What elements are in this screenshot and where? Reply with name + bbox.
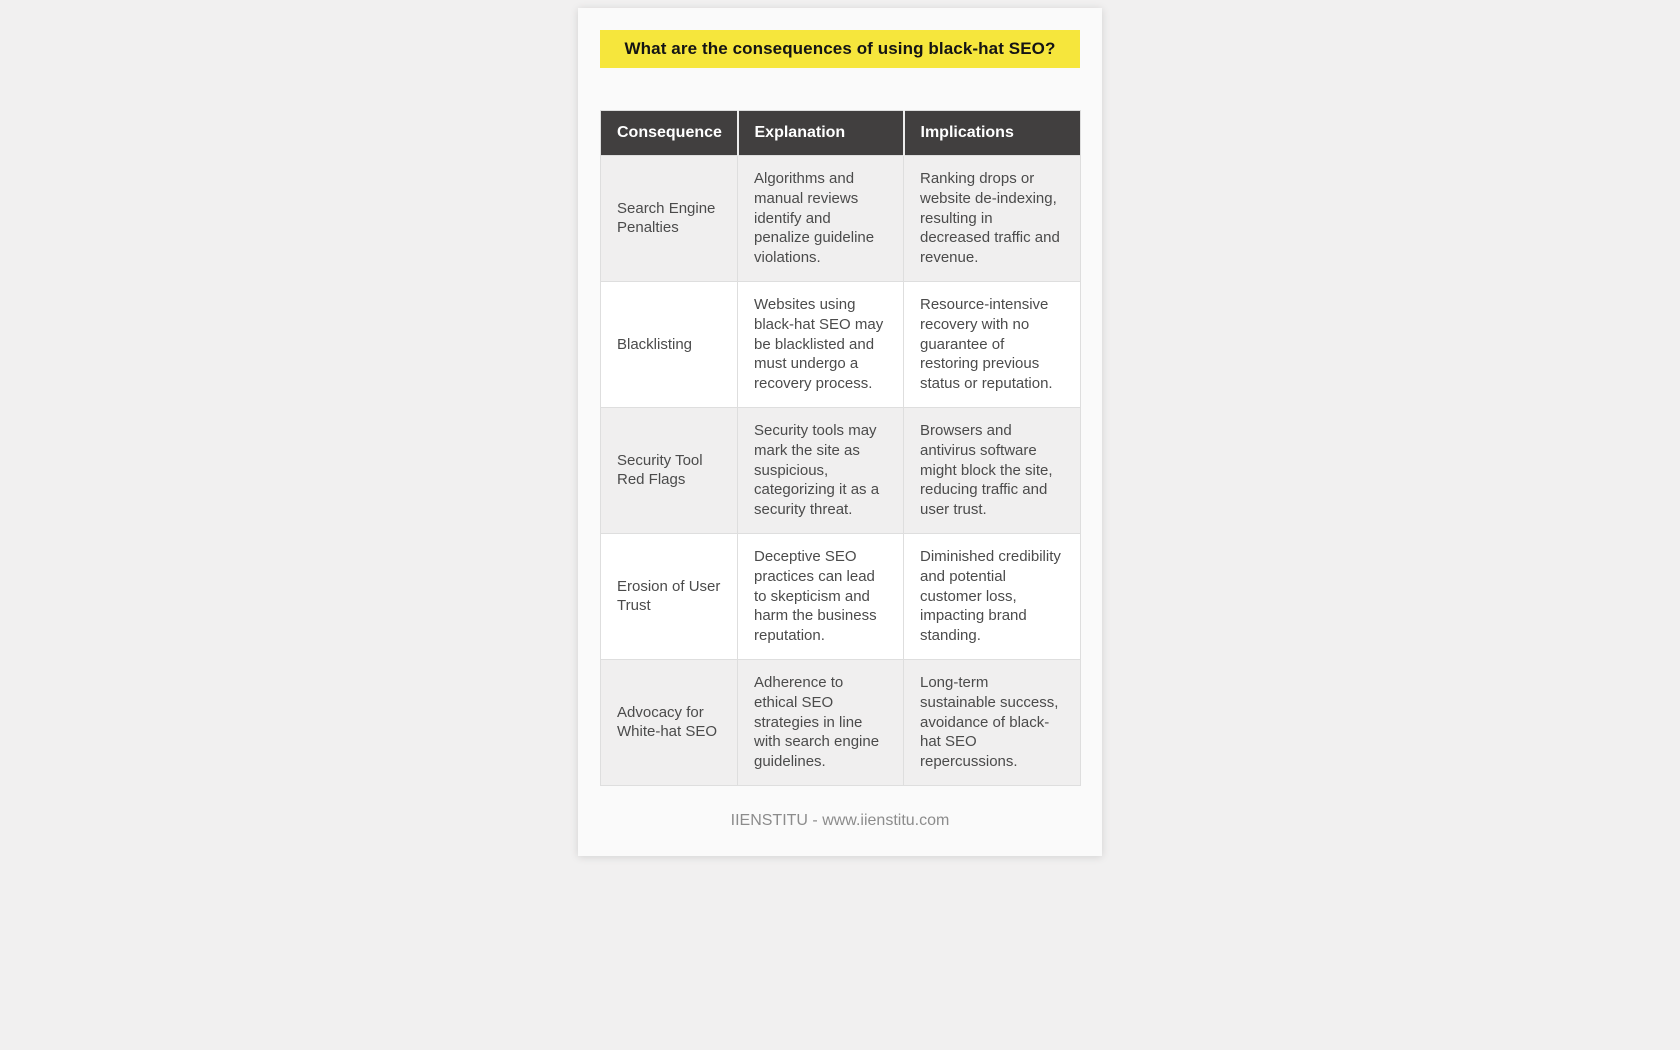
- explanation-cell: Adherence to ethical SEO strategies in line with search engine guidelines.: [738, 659, 904, 785]
- consequence-cell: Search Engine Penalties: [601, 156, 738, 282]
- explanation-cell: Deceptive SEO practices can lead to skepticism and harm the business reputation.: [738, 533, 904, 659]
- implications-cell: Browsers and antivirus software might block the site, reducing traffic and user trust.: [904, 407, 1081, 533]
- consequence-cell: Blacklisting: [601, 281, 738, 407]
- table-header-row: [601, 111, 1081, 156]
- implications-cell: Diminished credibility and potential customer loss, impacting brand standing.: [904, 533, 1081, 659]
- question-title-banner: [600, 30, 1080, 68]
- explanation-cell: Algorithms and manual reviews identify and penalize guideline violations.: [738, 156, 904, 282]
- column-header-consequence: Consequence: [601, 111, 738, 156]
- column-header-explanation: Explanation: [738, 111, 904, 156]
- implications-cell: Long-term sustainable success, avoidance of black-hat SEO repercussions.: [904, 659, 1081, 785]
- table-row: [601, 407, 1081, 533]
- attribution-footer: IIENSTITU - www.iienstitu.com: [730, 811, 950, 829]
- table-header: [601, 111, 1081, 156]
- table-row: [601, 659, 1081, 785]
- consequence-cell: Security Tool Red Flags: [601, 407, 738, 533]
- table-row: [601, 281, 1081, 407]
- consequences-table: [600, 110, 1081, 786]
- implications-cell: Ranking drops or website de-indexing, resulting in decreased traffic and revenue.: [904, 156, 1081, 282]
- explanation-cell: Websites using black-hat SEO may be blacklisted and must undergo a recovery process.: [738, 281, 904, 407]
- column-header-implications: Implications: [904, 111, 1081, 156]
- consequence-cell: Erosion of User Trust: [601, 533, 738, 659]
- content-card: [578, 8, 1102, 856]
- question-title: What are the consequences of using black-hat SEO?: [624, 39, 1056, 58]
- table-row: [601, 533, 1081, 659]
- consequence-cell: Advocacy for White-hat SEO: [601, 659, 738, 785]
- table-row: [601, 156, 1081, 282]
- explanation-cell: Security tools may mark the site as suspicious, categorizing it as a security threat.: [738, 407, 904, 533]
- table-body: [601, 156, 1081, 786]
- implications-cell: Resource-intensive recovery with no guarantee of restoring previous status or reputation.: [904, 281, 1081, 407]
